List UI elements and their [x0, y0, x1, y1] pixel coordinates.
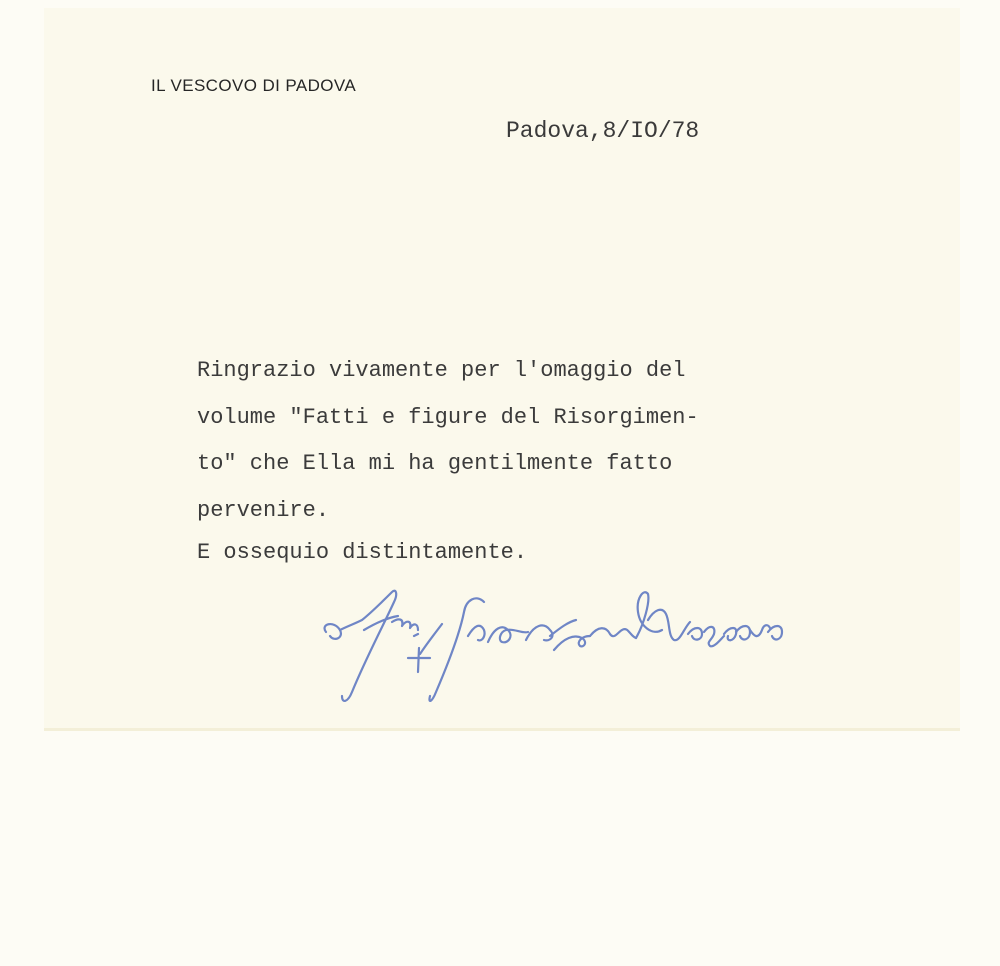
- body-line: Ringrazio vivamente per l'omaggio del: [197, 358, 686, 383]
- closing-line: E ossequio distintamente.: [197, 540, 528, 565]
- letter-body: [197, 348, 837, 534]
- card-bottom-edge: [44, 728, 960, 731]
- body-line: volume "Fatti e figure del Risorgimen-: [197, 404, 699, 430]
- body-line: to" che Ella mi ha gentilmente fatto: [197, 451, 673, 476]
- handwritten-signature: [318, 580, 798, 720]
- letter-date: Padova,8/IO/78: [506, 118, 700, 144]
- body-line: pervenire.: [197, 497, 330, 523]
- letterhead: IL VESCOVO DI PADOVA: [151, 76, 357, 95]
